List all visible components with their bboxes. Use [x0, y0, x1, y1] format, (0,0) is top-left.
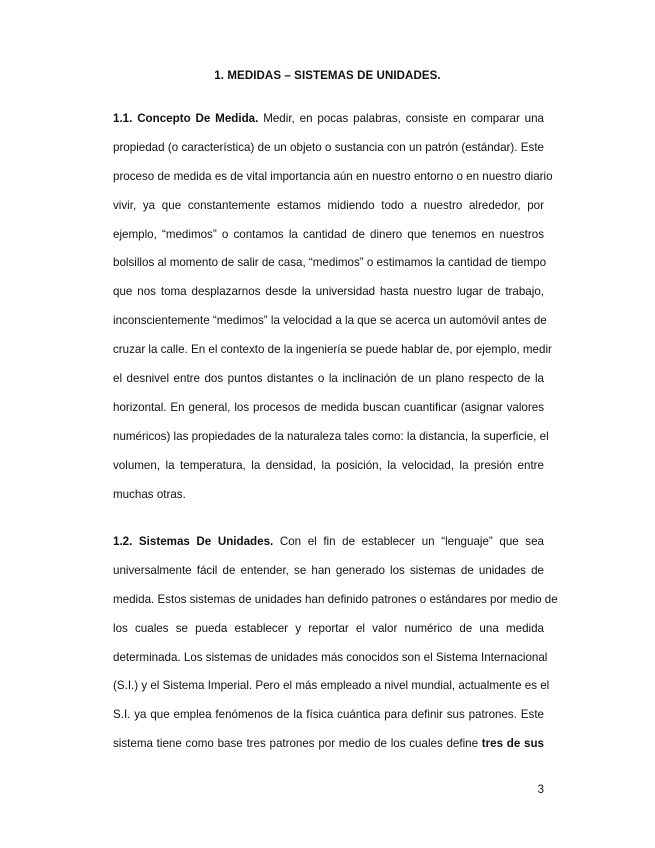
paragraph-line: los cuales se pueda establecer y reportar el valor numérico de una medida [113, 621, 544, 635]
paragraph-line: propiedad (o característica) de un objeto o sustancia con un patrón (estándar). Este [113, 140, 544, 154]
paragraph-line: universalmente fácil de entender, se han generado los sistemas de unidades de [113, 563, 544, 577]
line-text: Medir, en pocas palabras, consiste en comparar una [258, 112, 544, 125]
paragraph-line: ejemplo, “medimos” o contamos la cantidad de dinero que tenemos en nuestros [113, 227, 544, 241]
paragraph-line: vivir, ya que constantemente estamos midiendo todo a nuestro alrededor, por [113, 198, 544, 212]
paragraph-line: volumen, la temperatura, la densidad, la posición, la velocidad, la presión entre [113, 458, 544, 472]
paragraph-line: numéricos) las propiedades de la naturaleza tales como: la distancia, la superficie, el [113, 429, 549, 443]
section-sistemas-de-unidades [113, 528, 558, 759]
section-heading: 1.1. Concepto De Medida. [113, 112, 259, 125]
paragraph-line: inconscientemente “medimos” la velocidad a la que se acerca un automóvil antes de [113, 314, 547, 328]
paragraph-line: que nos toma desplazarnos desde la universidad hasta nuestro lugar de trabajo, [113, 285, 544, 299]
section-heading: 1.2. Sistemas De Unidades. [113, 535, 274, 548]
line-text: Con el fin de establecer un “lenguaje” que sea [273, 535, 544, 548]
paragraph-line: determinada. Los sistemas de unidades más conocidos son el Sistema Internacional [113, 650, 548, 664]
paragraph-line: cruzar la calle. En el contexto de la ingeniería se puede hablar de, por ejemplo, medir [113, 343, 552, 357]
paragraph-line: S.I. ya que emplea fenómenos de la física cuántica para definir sus patrones. Este [113, 708, 544, 722]
paragraph-line: medida. Estos sistemas de unidades han definido patrones o estándares por medio de [113, 592, 558, 606]
page-number: 3 [537, 784, 544, 796]
bold-phrase: tres de sus [481, 737, 545, 751]
paragraph-line: proceso de medida es de vital importancia aún en nuestro entorno o en nuestro diario [113, 169, 553, 183]
paragraph-line [113, 528, 544, 557]
paragraph-line: muchas otras. [113, 487, 186, 501]
section-concepto-de-medida [113, 105, 553, 509]
paragraph-line: el desnivel entre dos puntos distantes o la inclinación de un plano respecto de la [113, 372, 544, 386]
paragraph-line [113, 105, 544, 134]
paragraph-line: bolsillos al momento de salir de casa, “medimos” o estimamos la cantidad de tiempo [113, 256, 547, 270]
paragraph-line [113, 730, 544, 759]
page-title: 1. MEDIDAS – SISTEMAS DE UNIDADES. [214, 70, 441, 82]
line-text: sistema tiene como base tres patrones por medio de los cuales define [113, 737, 482, 751]
paragraph-line: (S.I.) y el Sistema Imperial. Pero el más empleado a nivel mundial, actualmente es el [113, 679, 550, 693]
paragraph-line: horizontal. En general, los procesos de medida buscan cuantificar (asignar valores [113, 400, 544, 414]
